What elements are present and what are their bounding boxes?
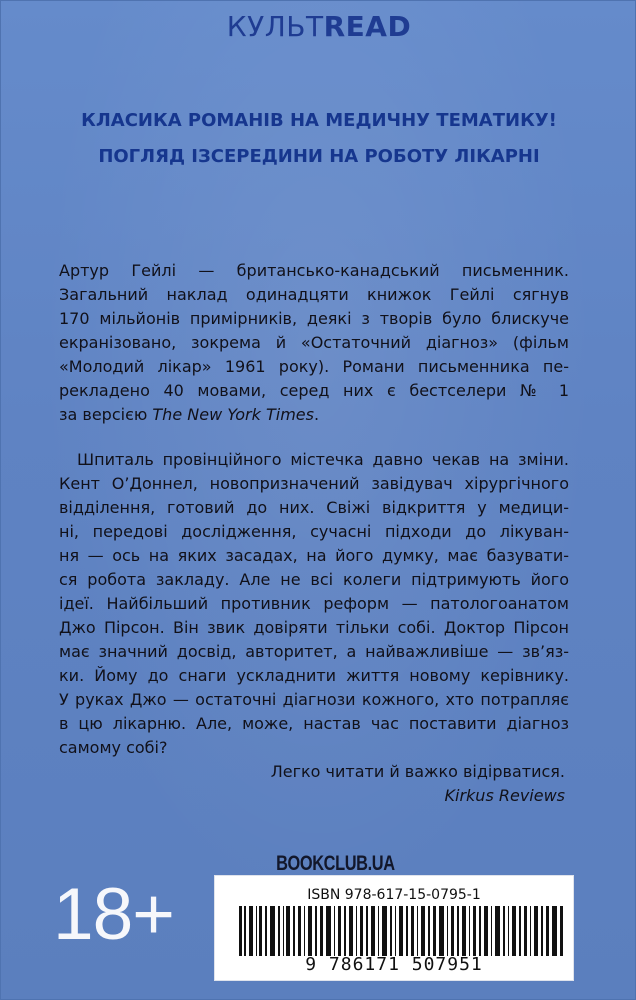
quote-text: Легко читати й важко відірватися. bbox=[270, 762, 565, 781]
bio-line: екранізовано, зокрема й «Остаточний діагноз» (фільм bbox=[59, 333, 569, 352]
description-line: У руках Джо — остаточні діагнози кожного, хто потрапляє bbox=[59, 690, 569, 709]
description-line: в цю лікарню. Але, може, настав час поставити діагноз bbox=[59, 714, 569, 733]
review-quote bbox=[225, 760, 565, 808]
series-highlight: READ bbox=[323, 10, 412, 43]
description-line: Кент О’Доннел, новопризначений завідувач хірургічного bbox=[59, 474, 569, 493]
bio-line: рекладено 40 мовами, серед них є бестселери № 1 bbox=[59, 381, 569, 400]
bio-nyt-title: The New York Times bbox=[152, 405, 314, 424]
description-line: ки. Йому до снаги ускладнити життя новому керівнику. bbox=[59, 666, 569, 685]
description-line: самому собі? bbox=[59, 738, 168, 757]
author-bio bbox=[59, 259, 569, 427]
headline-line-2: ПОГЛЯД ІЗСЕРЕДИНИ НА РОБОТУ ЛІКАРНІ bbox=[98, 146, 540, 167]
bio-line: «Молодий лікар» 1961 року). Романи письменника пе- bbox=[59, 357, 569, 376]
isbn-label: ISBN 978-617-15-0795-1 bbox=[307, 887, 481, 903]
bio-last-suffix: . bbox=[313, 405, 320, 424]
description-line: ні, передові дослідження, сучасні підходи до лікуван- bbox=[59, 522, 569, 541]
description-line: Джо Пірсон. Він звик довіряти тільки собі. Доктор Пірсон bbox=[59, 618, 569, 637]
barcode-digits: 9 786171 507951 bbox=[305, 954, 483, 975]
bio-last-prefix: за версією bbox=[59, 405, 153, 424]
quote-source: Kirkus Reviews bbox=[444, 786, 565, 805]
publisher-logo: BOOKCLUB.UA bbox=[276, 852, 395, 875]
description-line: відділення, готовий до них. Свіжі відкриття у медици- bbox=[59, 498, 569, 517]
series-logo bbox=[1, 11, 636, 43]
bio-line: 170 мільйонів примірників, деякі з творів було блискуче bbox=[59, 309, 569, 328]
age-rating: 18+ bbox=[53, 874, 174, 955]
isbn-barcode-box bbox=[214, 875, 574, 981]
bio-line: Артур Гейлі — британсько-канадський письменник. bbox=[59, 261, 569, 280]
bio-last-line bbox=[59, 403, 569, 427]
description-line: ся робота закладу. Але не всі колеги підтримують його bbox=[59, 570, 569, 589]
description-line: ня — ось на яких засадах, на його думку, має базувати- bbox=[59, 546, 569, 565]
book-description bbox=[59, 448, 569, 760]
series-prefix: КУЛЬТ bbox=[226, 10, 324, 43]
bio-line: Загальний наклад одинадцяти книжок Гейлі сягнув bbox=[59, 285, 569, 304]
description-line: Шпиталь провінційного містечка давно чекав на зміни. bbox=[77, 450, 569, 469]
barcode-icon bbox=[239, 906, 563, 956]
headline-line-1: КЛАСИКА РОМАНІВ НА МЕДИЧНУ ТЕМАТИКУ! bbox=[81, 110, 557, 131]
description-line: ідеї. Найбільший противник реформ — патологоанатом bbox=[59, 594, 569, 613]
description-line: має значний досвід, авторитет, а найважливіше — зв’яз- bbox=[59, 642, 569, 661]
